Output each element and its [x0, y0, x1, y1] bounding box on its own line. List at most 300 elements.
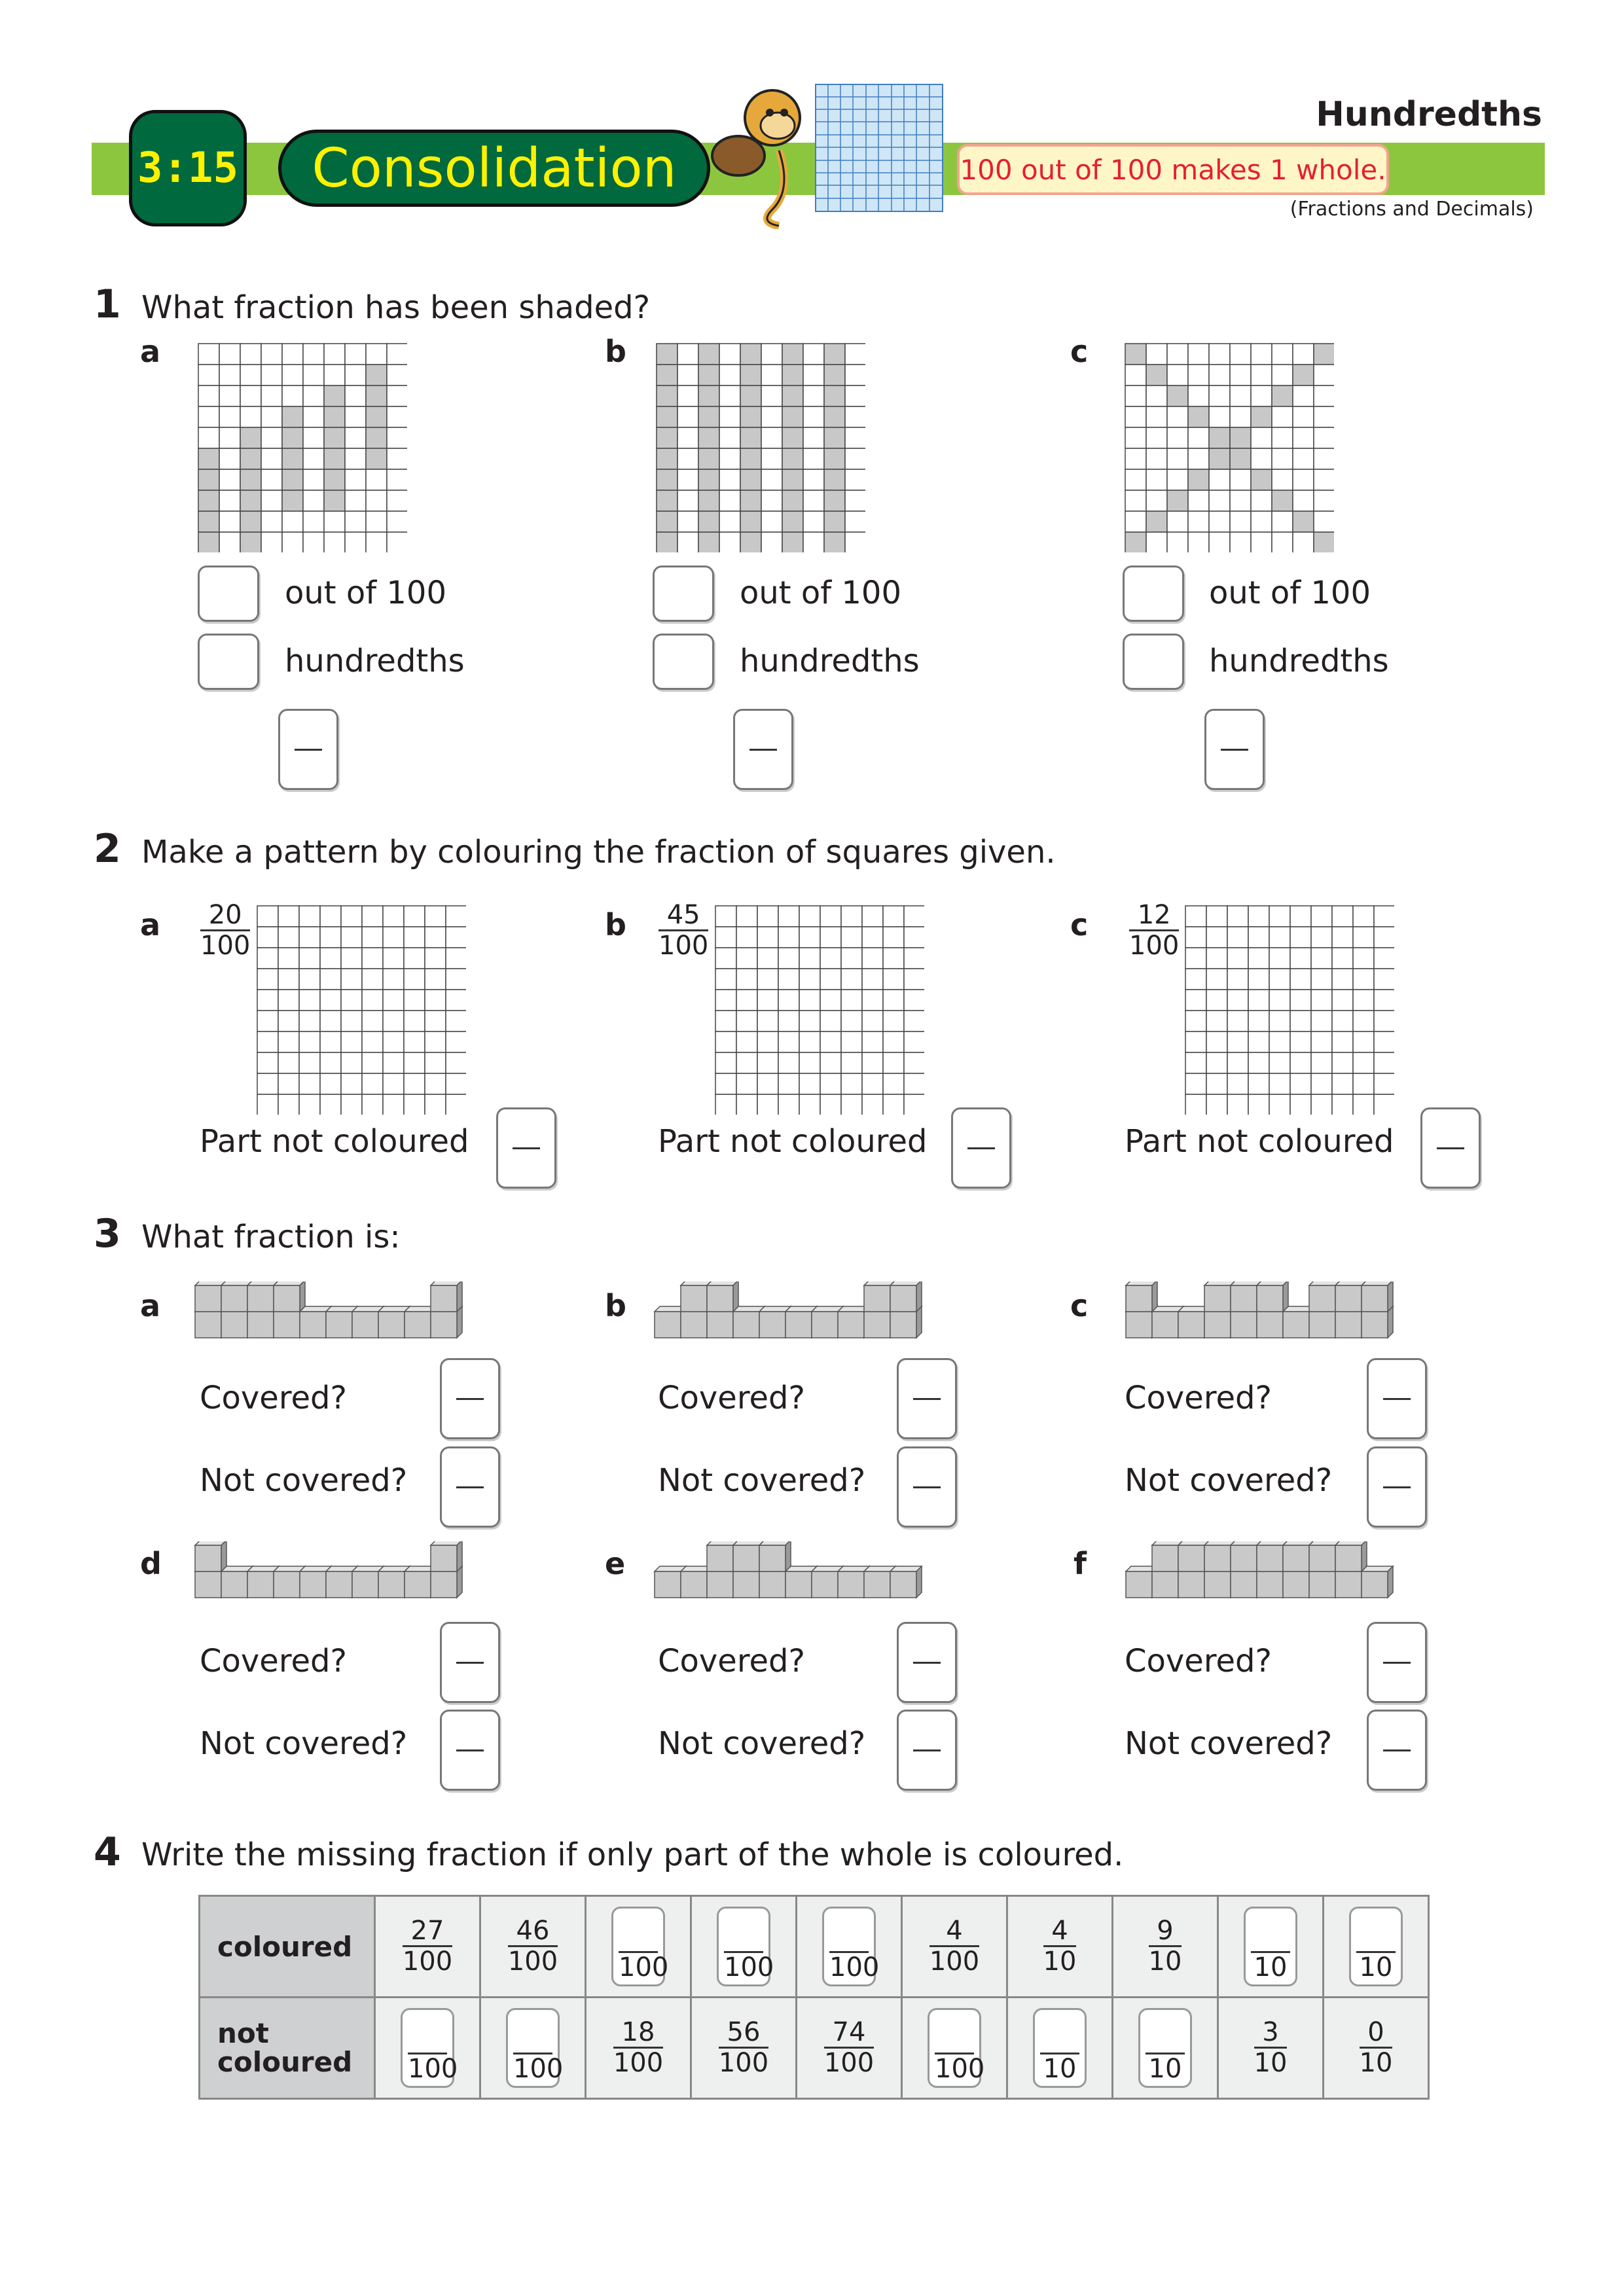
grid-square[interactable] [820, 990, 841, 1011]
grid-square[interactable] [1185, 906, 1206, 927]
grid-square[interactable] [904, 1094, 924, 1115]
grid-square[interactable] [1332, 990, 1353, 1011]
grid-square[interactable] [299, 969, 320, 990]
q3e-covered-box[interactable] [897, 1622, 957, 1703]
grid-square[interactable] [1374, 990, 1394, 1011]
q4-answer-box[interactable] [401, 2008, 458, 2088]
grid-square[interactable] [715, 1031, 736, 1052]
grid-square[interactable] [425, 1031, 446, 1052]
grid-square[interactable] [904, 927, 924, 948]
grid-square[interactable] [320, 1052, 341, 1073]
grid-square[interactable] [778, 1011, 799, 1031]
grid-square[interactable] [446, 1011, 466, 1031]
grid-square[interactable] [404, 948, 425, 969]
grid-square[interactable] [1311, 1031, 1332, 1052]
grid-square[interactable] [1374, 1094, 1394, 1115]
grid-square[interactable] [757, 1094, 778, 1115]
q3a-not-covered-box[interactable] [440, 1446, 500, 1528]
grid-square[interactable] [383, 1073, 404, 1094]
grid-square[interactable] [757, 1073, 778, 1094]
grid-square[interactable] [799, 1073, 820, 1094]
grid-square[interactable] [404, 1011, 425, 1031]
grid-square[interactable] [862, 969, 883, 990]
q2b-grid[interactable] [715, 905, 924, 1115]
q4-answer-box[interactable] [1244, 1907, 1297, 1986]
grid-square[interactable] [320, 990, 341, 1011]
grid-square[interactable] [425, 1052, 446, 1073]
q4-answer-box[interactable] [1349, 1907, 1403, 1986]
grid-square[interactable] [1185, 1052, 1206, 1073]
grid-square[interactable] [320, 927, 341, 948]
grid-square[interactable] [383, 969, 404, 990]
grid-square[interactable] [799, 969, 820, 990]
grid-square[interactable] [1332, 927, 1353, 948]
grid-square[interactable] [278, 1011, 299, 1031]
grid-square[interactable] [757, 948, 778, 969]
q2b-answer-box[interactable] [951, 1107, 1011, 1189]
grid-square[interactable] [757, 1052, 778, 1073]
grid-square[interactable] [1185, 1031, 1206, 1052]
grid-square[interactable] [1374, 948, 1394, 969]
grid-square[interactable] [820, 1052, 841, 1073]
grid-square[interactable] [1311, 1052, 1332, 1073]
grid-square[interactable] [736, 948, 757, 969]
grid-square[interactable] [299, 948, 320, 969]
grid-square[interactable] [1185, 1073, 1206, 1094]
grid-square[interactable] [883, 1052, 904, 1073]
grid-square[interactable] [736, 1011, 757, 1031]
grid-square[interactable] [841, 1052, 862, 1073]
grid-square[interactable] [341, 1073, 362, 1094]
grid-square[interactable] [320, 969, 341, 990]
grid-square[interactable] [820, 1031, 841, 1052]
grid-square[interactable] [799, 990, 820, 1011]
grid-square[interactable] [736, 969, 757, 990]
q4-not-coloured-cell-8[interactable] [1113, 1998, 1218, 2099]
grid-square[interactable] [1269, 990, 1290, 1011]
grid-square[interactable] [1185, 927, 1206, 948]
q1b-fraction-box[interactable] [733, 709, 793, 790]
grid-square[interactable] [799, 1052, 820, 1073]
grid-square[interactable] [425, 1073, 446, 1094]
grid-square[interactable] [904, 1011, 924, 1031]
grid-square[interactable] [904, 1073, 924, 1094]
grid-square[interactable] [841, 969, 862, 990]
grid-square[interactable] [425, 948, 446, 969]
grid-square[interactable] [383, 990, 404, 1011]
grid-square[interactable] [862, 948, 883, 969]
grid-square[interactable] [841, 906, 862, 927]
grid-square[interactable] [1269, 1052, 1290, 1073]
grid-square[interactable] [362, 948, 383, 969]
grid-square[interactable] [883, 927, 904, 948]
grid-square[interactable] [841, 948, 862, 969]
grid-square[interactable] [362, 906, 383, 927]
grid-square[interactable] [715, 1094, 736, 1115]
grid-square[interactable] [1353, 1031, 1374, 1052]
q1a-hundredths-box[interactable] [198, 634, 259, 690]
grid-square[interactable] [1269, 927, 1290, 948]
grid-square[interactable] [1353, 969, 1374, 990]
grid-square[interactable] [1374, 1031, 1394, 1052]
grid-square[interactable] [1332, 1073, 1353, 1094]
q4-answer-box[interactable] [717, 1907, 774, 1986]
grid-square[interactable] [1269, 1011, 1290, 1031]
grid-square[interactable] [1290, 969, 1311, 990]
grid-square[interactable] [404, 1073, 425, 1094]
grid-square[interactable] [904, 969, 924, 990]
grid-square[interactable] [1311, 948, 1332, 969]
grid-square[interactable] [425, 1094, 446, 1115]
grid-square[interactable] [778, 990, 799, 1011]
grid-square[interactable] [1290, 948, 1311, 969]
grid-square[interactable] [1374, 927, 1394, 948]
grid-square[interactable] [1248, 990, 1269, 1011]
grid-square[interactable] [383, 948, 404, 969]
grid-square[interactable] [1353, 906, 1374, 927]
grid-square[interactable] [736, 1094, 757, 1115]
grid-square[interactable] [1332, 1011, 1353, 1031]
grid-square[interactable] [1332, 948, 1353, 969]
grid-square[interactable] [820, 969, 841, 990]
grid-square[interactable] [1227, 1031, 1248, 1052]
grid-square[interactable] [320, 1094, 341, 1115]
q2c-answer-box[interactable] [1420, 1107, 1481, 1189]
grid-square[interactable] [883, 990, 904, 1011]
grid-square[interactable] [446, 1052, 466, 1073]
grid-square[interactable] [1227, 1094, 1248, 1115]
grid-square[interactable] [278, 1031, 299, 1052]
q1c-hundredths-box[interactable] [1123, 634, 1184, 690]
grid-square[interactable] [341, 990, 362, 1011]
grid-square[interactable] [799, 1094, 820, 1115]
grid-square[interactable] [1185, 969, 1206, 990]
grid-square[interactable] [1248, 948, 1269, 969]
q1a-fraction-box[interactable] [278, 709, 338, 790]
grid-square[interactable] [820, 1094, 841, 1115]
grid-square[interactable] [1248, 1094, 1269, 1115]
grid-square[interactable] [778, 1094, 799, 1115]
grid-square[interactable] [862, 1094, 883, 1115]
grid-square[interactable] [778, 927, 799, 948]
grid-square[interactable] [778, 1031, 799, 1052]
grid-square[interactable] [257, 1031, 278, 1052]
grid-square[interactable] [1206, 927, 1227, 948]
grid-square[interactable] [341, 1031, 362, 1052]
q4-coloured-cell-9[interactable] [1218, 1896, 1324, 1998]
grid-square[interactable] [778, 969, 799, 990]
grid-square[interactable] [778, 948, 799, 969]
grid-square[interactable] [257, 1052, 278, 1073]
grid-square[interactable] [1353, 1073, 1374, 1094]
grid-square[interactable] [1374, 1011, 1394, 1031]
grid-square[interactable] [799, 906, 820, 927]
q4-answer-box[interactable] [611, 1907, 669, 1986]
grid-square[interactable] [257, 1073, 278, 1094]
grid-square[interactable] [299, 906, 320, 927]
grid-square[interactable] [1374, 1073, 1394, 1094]
q3b-covered-box[interactable] [897, 1358, 957, 1439]
grid-square[interactable] [904, 1031, 924, 1052]
q4-not-coloured-cell-7[interactable] [1007, 1998, 1113, 2099]
q4-answer-box[interactable] [822, 1907, 880, 1986]
grid-square[interactable] [446, 990, 466, 1011]
q4-coloured-cell-4[interactable] [691, 1896, 797, 1998]
grid-square[interactable] [383, 906, 404, 927]
grid-square[interactable] [257, 927, 278, 948]
grid-square[interactable] [820, 1011, 841, 1031]
q4-not-coloured-cell-2[interactable] [480, 1998, 586, 2099]
grid-square[interactable] [715, 927, 736, 948]
grid-square[interactable] [1269, 1073, 1290, 1094]
grid-square[interactable] [1290, 927, 1311, 948]
grid-square[interactable] [736, 927, 757, 948]
grid-square[interactable] [1206, 1031, 1227, 1052]
grid-square[interactable] [1374, 969, 1394, 990]
grid-square[interactable] [883, 1031, 904, 1052]
grid-square[interactable] [904, 990, 924, 1011]
grid-square[interactable] [1248, 1031, 1269, 1052]
grid-square[interactable] [862, 906, 883, 927]
grid-square[interactable] [820, 948, 841, 969]
grid-square[interactable] [362, 1094, 383, 1115]
grid-square[interactable] [1248, 1052, 1269, 1073]
grid-square[interactable] [299, 927, 320, 948]
q3f-not-covered-box[interactable] [1367, 1710, 1427, 1791]
grid-square[interactable] [736, 1031, 757, 1052]
grid-square[interactable] [1227, 990, 1248, 1011]
grid-square[interactable] [1311, 1011, 1332, 1031]
q3b-not-covered-box[interactable] [897, 1446, 957, 1528]
grid-square[interactable] [904, 1052, 924, 1073]
grid-square[interactable] [278, 1052, 299, 1073]
grid-square[interactable] [299, 1073, 320, 1094]
grid-square[interactable] [841, 1011, 862, 1031]
grid-square[interactable] [446, 1094, 466, 1115]
grid-square[interactable] [904, 948, 924, 969]
grid-square[interactable] [1269, 1031, 1290, 1052]
grid-square[interactable] [278, 1094, 299, 1115]
grid-square[interactable] [862, 1031, 883, 1052]
grid-square[interactable] [862, 1011, 883, 1031]
grid-square[interactable] [1227, 906, 1248, 927]
grid-square[interactable] [883, 948, 904, 969]
grid-square[interactable] [1332, 1052, 1353, 1073]
grid-square[interactable] [257, 1094, 278, 1115]
grid-square[interactable] [1374, 1052, 1394, 1073]
grid-square[interactable] [404, 1052, 425, 1073]
grid-square[interactable] [757, 990, 778, 1011]
grid-square[interactable] [1227, 927, 1248, 948]
grid-square[interactable] [299, 990, 320, 1011]
grid-square[interactable] [1206, 948, 1227, 969]
grid-square[interactable] [1290, 1011, 1311, 1031]
grid-square[interactable] [383, 1011, 404, 1031]
grid-square[interactable] [404, 927, 425, 948]
grid-square[interactable] [1206, 1011, 1227, 1031]
grid-square[interactable] [278, 948, 299, 969]
grid-square[interactable] [1206, 990, 1227, 1011]
grid-square[interactable] [715, 1073, 736, 1094]
grid-square[interactable] [404, 1031, 425, 1052]
grid-square[interactable] [362, 990, 383, 1011]
grid-square[interactable] [715, 990, 736, 1011]
grid-square[interactable] [1374, 906, 1394, 927]
grid-square[interactable] [257, 906, 278, 927]
q2a-answer-box[interactable] [496, 1107, 556, 1189]
grid-square[interactable] [841, 990, 862, 1011]
grid-square[interactable] [883, 1011, 904, 1031]
grid-square[interactable] [715, 1052, 736, 1073]
grid-square[interactable] [362, 927, 383, 948]
grid-square[interactable] [1353, 927, 1374, 948]
grid-square[interactable] [425, 927, 446, 948]
q4-coloured-cell-3[interactable] [586, 1896, 691, 1998]
grid-square[interactable] [1332, 1031, 1353, 1052]
q4-coloured-cell-10[interactable] [1324, 1896, 1429, 1998]
grid-square[interactable] [736, 990, 757, 1011]
grid-square[interactable] [883, 1094, 904, 1115]
grid-square[interactable] [1332, 969, 1353, 990]
grid-square[interactable] [341, 948, 362, 969]
grid-square[interactable] [299, 1094, 320, 1115]
q3e-not-covered-box[interactable] [897, 1710, 957, 1791]
grid-square[interactable] [1311, 990, 1332, 1011]
grid-square[interactable] [904, 906, 924, 927]
q1b-out-of-box[interactable] [653, 565, 714, 622]
grid-square[interactable] [362, 1031, 383, 1052]
grid-square[interactable] [1185, 990, 1206, 1011]
grid-square[interactable] [362, 1011, 383, 1031]
grid-square[interactable] [799, 948, 820, 969]
grid-square[interactable] [425, 990, 446, 1011]
grid-square[interactable] [425, 969, 446, 990]
grid-square[interactable] [1269, 969, 1290, 990]
grid-square[interactable] [446, 1031, 466, 1052]
grid-square[interactable] [362, 969, 383, 990]
grid-square[interactable] [757, 1031, 778, 1052]
grid-square[interactable] [757, 906, 778, 927]
grid-square[interactable] [1185, 1094, 1206, 1115]
grid-square[interactable] [799, 1031, 820, 1052]
grid-square[interactable] [883, 969, 904, 990]
grid-square[interactable] [383, 927, 404, 948]
grid-square[interactable] [1311, 927, 1332, 948]
grid-square[interactable] [1248, 1073, 1269, 1094]
grid-square[interactable] [799, 927, 820, 948]
grid-square[interactable] [778, 1073, 799, 1094]
grid-square[interactable] [299, 1052, 320, 1073]
grid-square[interactable] [778, 906, 799, 927]
q3c-covered-box[interactable] [1367, 1358, 1427, 1439]
grid-square[interactable] [1227, 1011, 1248, 1031]
grid-square[interactable] [820, 1073, 841, 1094]
grid-square[interactable] [1269, 1094, 1290, 1115]
q4-coloured-cell-5[interactable] [797, 1896, 902, 1998]
grid-square[interactable] [883, 1073, 904, 1094]
grid-square[interactable] [1206, 1094, 1227, 1115]
grid-square[interactable] [1290, 1073, 1311, 1094]
grid-square[interactable] [883, 906, 904, 927]
grid-square[interactable] [1353, 1094, 1374, 1115]
grid-square[interactable] [1227, 948, 1248, 969]
grid-square[interactable] [1206, 969, 1227, 990]
grid-square[interactable] [446, 948, 466, 969]
grid-square[interactable] [257, 990, 278, 1011]
grid-square[interactable] [715, 1011, 736, 1031]
q4-answer-box[interactable] [1033, 2008, 1087, 2088]
grid-square[interactable] [1311, 906, 1332, 927]
q1a-out-of-box[interactable] [198, 565, 259, 622]
grid-square[interactable] [1269, 948, 1290, 969]
grid-square[interactable] [1332, 906, 1353, 927]
grid-square[interactable] [257, 969, 278, 990]
grid-square[interactable] [1311, 1073, 1332, 1094]
grid-square[interactable] [278, 927, 299, 948]
q1b-hundredths-box[interactable] [653, 634, 714, 690]
grid-square[interactable] [1311, 1094, 1332, 1115]
q3f-covered-box[interactable] [1367, 1622, 1427, 1703]
grid-square[interactable] [446, 969, 466, 990]
grid-square[interactable] [736, 1052, 757, 1073]
grid-square[interactable] [1290, 906, 1311, 927]
grid-square[interactable] [757, 927, 778, 948]
grid-square[interactable] [799, 1011, 820, 1031]
q4-answer-box[interactable] [928, 2008, 985, 2088]
grid-square[interactable] [341, 1011, 362, 1031]
grid-square[interactable] [736, 906, 757, 927]
grid-square[interactable] [278, 990, 299, 1011]
grid-square[interactable] [715, 969, 736, 990]
grid-square[interactable] [257, 1011, 278, 1031]
grid-square[interactable] [362, 1052, 383, 1073]
grid-square[interactable] [320, 906, 341, 927]
grid-square[interactable] [1248, 906, 1269, 927]
grid-square[interactable] [320, 948, 341, 969]
q4-not-coloured-cell-6[interactable] [902, 1998, 1007, 2099]
grid-square[interactable] [320, 1073, 341, 1094]
grid-square[interactable] [299, 1011, 320, 1031]
grid-square[interactable] [425, 1011, 446, 1031]
q4-answer-box[interactable] [506, 2008, 564, 2088]
grid-square[interactable] [1353, 948, 1374, 969]
grid-square[interactable] [404, 1094, 425, 1115]
grid-square[interactable] [736, 1073, 757, 1094]
grid-square[interactable] [362, 1073, 383, 1094]
grid-square[interactable] [862, 1073, 883, 1094]
grid-square[interactable] [820, 906, 841, 927]
grid-square[interactable] [446, 906, 466, 927]
grid-square[interactable] [383, 1031, 404, 1052]
q2a-grid[interactable] [257, 905, 466, 1115]
grid-square[interactable] [1248, 969, 1269, 990]
q3c-not-covered-box[interactable] [1367, 1446, 1427, 1528]
q4-not-coloured-cell-1[interactable] [375, 1998, 480, 2099]
grid-square[interactable] [778, 1052, 799, 1073]
grid-square[interactable] [1185, 1011, 1206, 1031]
grid-square[interactable] [841, 1094, 862, 1115]
grid-square[interactable] [841, 1031, 862, 1052]
grid-square[interactable] [341, 1094, 362, 1115]
grid-square[interactable] [1248, 1011, 1269, 1031]
grid-square[interactable] [341, 969, 362, 990]
q3a-covered-box[interactable] [440, 1358, 500, 1439]
grid-square[interactable] [841, 1073, 862, 1094]
grid-square[interactable] [278, 969, 299, 990]
grid-square[interactable] [1227, 969, 1248, 990]
grid-square[interactable] [320, 1011, 341, 1031]
grid-square[interactable] [1290, 1052, 1311, 1073]
